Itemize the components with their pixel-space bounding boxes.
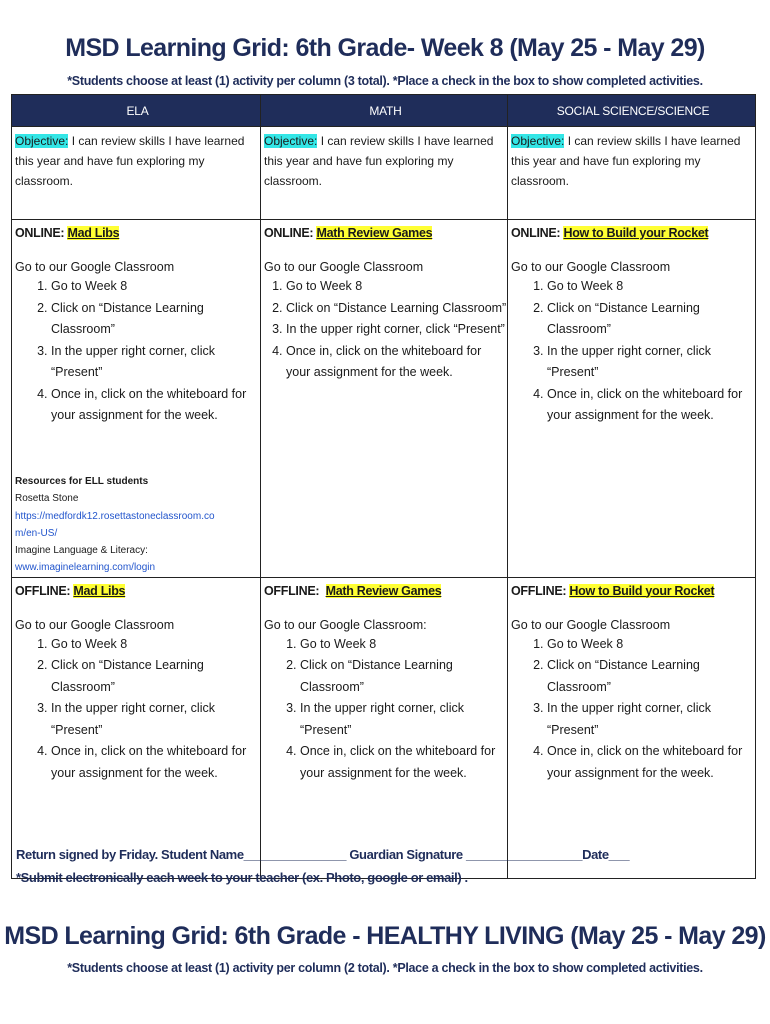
list-item: 4. Once in, click on the whiteboard for your assignment for the week. <box>300 741 507 784</box>
online-row <box>12 220 756 578</box>
objective-label: Objective: <box>15 134 69 148</box>
activity-link-mad-libs[interactable]: Mad Libs <box>73 583 126 598</box>
list-item: 3. In the upper right corner, click “Present” <box>51 698 260 741</box>
objective-cell-ela <box>12 127 261 220</box>
instructions-intro: Go to our Google Classroom <box>15 260 175 274</box>
offline-heading <box>511 584 755 598</box>
page-subtitle: *Students choose at least (1) activity per column (3 total). *Place a check in the box to show completed activities. <box>67 74 703 88</box>
second-page-title: MSD Learning Grid: 6th Grade - HEALTHY LIVING (May 25 - May 29) <box>4 922 766 950</box>
rosetta-stone-link[interactable]: https://medfordk12.rosettastoneclassroom.com/en-US/ <box>15 510 215 539</box>
offline-heading <box>15 584 260 598</box>
list-item: 2. Click on “Distance Learning Classroom” <box>547 298 755 341</box>
online-cell-science <box>508 220 756 578</box>
online-cell-math <box>261 220 508 578</box>
activity-link-rocket[interactable]: How to Build your Rocket <box>563 226 709 240</box>
online-heading <box>511 226 755 240</box>
list-item: 4. Once in, click on the whiteboard for your assignment for the week. <box>51 384 260 427</box>
column-heading-math: MATH <box>261 95 508 127</box>
instruction-steps <box>15 276 260 427</box>
column-heading-ela: ELA <box>12 95 261 127</box>
offline-prefix: OFFLINE: <box>511 583 567 598</box>
list-item: 1. Go to Week 8 <box>51 276 260 298</box>
offline-cell-ela <box>12 577 261 878</box>
list-item: 3. In the upper right corner, click “Present” <box>286 319 507 341</box>
list-item: 3. In the upper right corner, click “Present” <box>547 698 755 741</box>
offline-prefix: OFFLINE: <box>15 583 71 598</box>
offline-heading <box>264 584 507 598</box>
list-item: 4. Once in, click on the whiteboard for your assignment for the week. <box>547 384 755 427</box>
objective-text: I can review skills I have learned this year and have fun exploring my classroom. <box>15 134 245 188</box>
list-item: 2. Click on “Distance Learning Classroom” <box>51 298 260 341</box>
ell-resources-title: Resources for ELL students <box>15 475 149 487</box>
list-item: 3. In the upper right corner, click “Present” <box>300 698 507 741</box>
online-prefix: ONLINE: <box>15 226 65 240</box>
instruction-steps <box>15 634 260 785</box>
header-row <box>12 95 756 127</box>
instruction-steps <box>511 276 755 427</box>
objective-text: I can review skills I have learned this year and have fun exploring my classroom. <box>264 134 494 188</box>
list-item: 3. In the upper right corner, click “Present” <box>51 341 260 384</box>
ell-resources <box>15 473 260 577</box>
offline-cell-science <box>508 577 756 878</box>
rosetta-stone-label: Rosetta Stone <box>15 493 79 504</box>
imagine-learning-link[interactable]: www.imaginelearning.com/login <box>15 562 156 573</box>
objective-label: Objective: <box>264 134 318 148</box>
online-cell-ela <box>12 220 261 578</box>
list-item: 4. Once in, click on the whiteboard for your assignment for the week. <box>51 741 260 784</box>
list-item: 2. Click on “Distance Learning Classroom” <box>286 298 507 320</box>
offline-row <box>12 577 756 878</box>
instructions-intro: Go to our Google Classroom <box>511 617 671 632</box>
second-page-subtitle: *Students choose at least (1) activity per column (2 total). *Place a check in the box to show completed activities. <box>67 961 703 975</box>
list-item: 1. Go to Week 8 <box>547 634 755 656</box>
instruction-steps <box>511 634 755 785</box>
activity-link-math-review-games[interactable]: Math Review Games <box>325 583 442 598</box>
instructions-intro: Go to our Google Classroom <box>511 260 671 274</box>
online-prefix: ONLINE: <box>511 226 561 240</box>
objective-label: Objective: <box>511 134 565 148</box>
offline-cell-math <box>261 577 508 878</box>
instructions-intro: Go to our Google Classroom <box>15 617 175 632</box>
list-item: 4. Once in, click on the whiteboard for your assignment for the week. <box>547 741 755 784</box>
signature-line: Return signed by Friday. Student Name_______________ Guardian Signature _________________Date___ <box>16 847 630 862</box>
list-item: 2. Click on “Distance Learning Classroom” <box>300 655 507 698</box>
learning-grid-table <box>11 94 756 879</box>
imagine-language-label: Imagine Language & Literacy: <box>15 544 148 556</box>
online-heading <box>264 226 507 240</box>
list-item: 2. Click on “Distance Learning Classroom” <box>51 655 260 698</box>
activity-link-mad-libs[interactable]: Mad Libs <box>67 226 120 240</box>
offline-prefix: OFFLINE: <box>264 583 320 598</box>
instructions-intro: Go to our Google Classroom <box>264 260 424 274</box>
activity-link-math-review-games[interactable]: Math Review Games <box>316 226 433 240</box>
instructions-intro: Go to our Google Classroom: <box>264 617 427 632</box>
objective-cell-math <box>261 127 508 220</box>
list-item: 3. In the upper right corner, click “Present” <box>547 341 755 384</box>
activity-link-rocket[interactable]: How to Build your Rocket <box>569 583 715 598</box>
list-item: 1. Go to Week 8 <box>51 634 260 656</box>
page-title: MSD Learning Grid: 6th Grade- Week 8 (May 25 - May 29) <box>65 34 705 62</box>
list-item: 2. Click on “Distance Learning Classroom” <box>547 655 755 698</box>
list-item: 4. Once in, click on the whiteboard for your assignment for the week. <box>286 341 507 384</box>
submit-instructions: *Submit electronically each week to your teacher (ex. Photo, google or email) . <box>16 870 468 885</box>
column-heading-science: SOCIAL SCIENCE/SCIENCE <box>508 95 756 127</box>
online-heading <box>15 226 260 240</box>
objective-row <box>12 127 756 220</box>
instruction-steps <box>264 276 507 384</box>
instruction-steps <box>264 634 507 785</box>
online-prefix: ONLINE: <box>264 226 314 240</box>
objective-text: I can review skills I have learned this year and have fun exploring my classroom. <box>511 134 741 188</box>
list-item: 1. Go to Week 8 <box>547 276 755 298</box>
objective-cell-science <box>508 127 756 220</box>
list-item: 1. Go to Week 8 <box>300 634 507 656</box>
list-item: 1. Go to Week 8 <box>286 276 507 298</box>
